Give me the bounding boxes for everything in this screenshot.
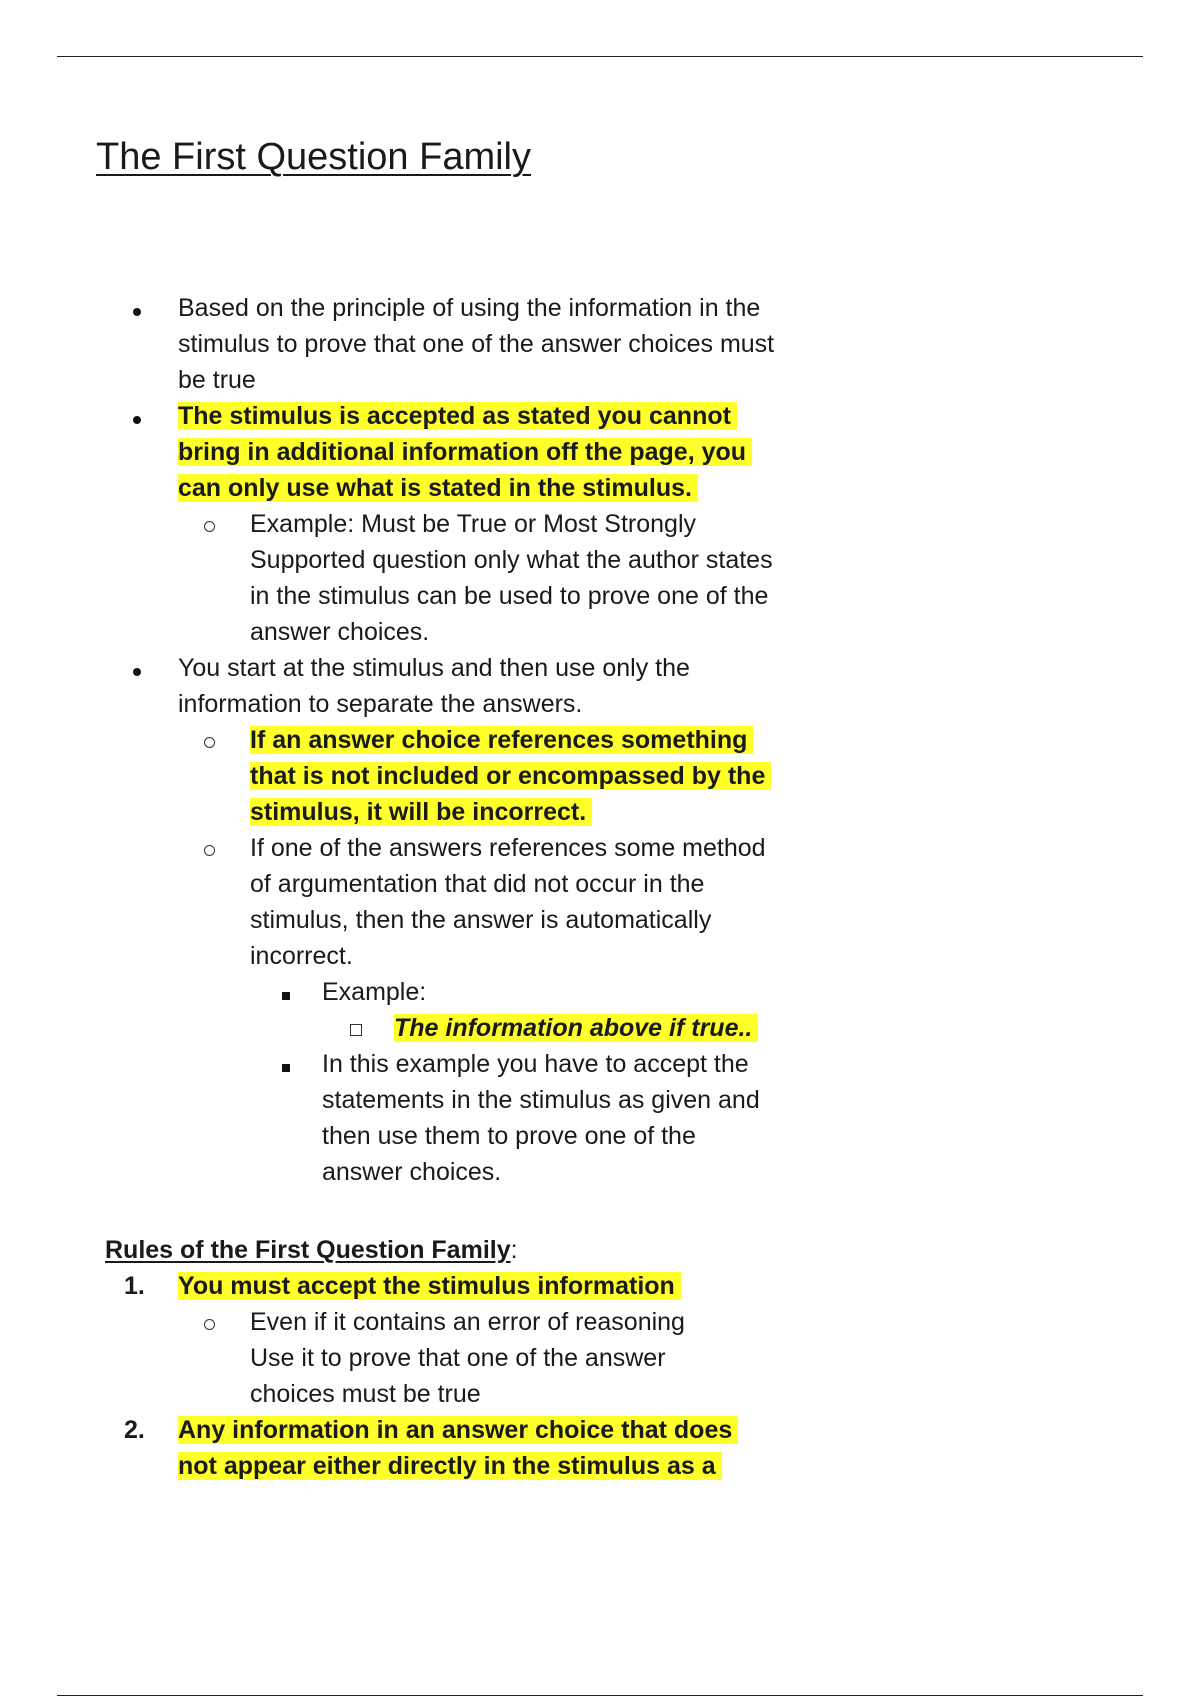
rules-heading: [0, 1232, 1200, 1268]
highlighted-rule-text: You must accept the stimulus information: [178, 1272, 681, 1300]
hollow-circle-bullet-icon: [204, 830, 215, 866]
highlighted-rule-text: Any information in an answer choice that does not appear either directly in the stimulus as a: [178, 1416, 738, 1480]
bottom-rule: [57, 1695, 1143, 1696]
hollow-circle-bullet-icon: [204, 506, 215, 542]
sub-bullet-item: [0, 722, 780, 830]
square-bullet-text: In this example you have to accept the statements in the stimulus as given and then use them to prove one of the answer choices.: [322, 1050, 760, 1186]
highlighted-bullet-text: The stimulus is accepted as stated you cannot bring in additional information off the page, you can only use what is stated in the stimulus.: [178, 402, 752, 502]
hollow-circle-bullet-icon: [204, 1304, 215, 1340]
square-bullet-icon: [282, 974, 290, 1010]
bullet-item: [0, 398, 778, 506]
square-bullet-icon: [282, 1046, 290, 1082]
bullet-item: [0, 650, 778, 722]
sub-bullet-text: If one of the answers references some method of argumentation that did not occur in the stimulus, then the answer is automatically incorrect.: [250, 834, 766, 970]
top-rule: [57, 56, 1143, 57]
bullet-item: [0, 290, 778, 398]
hollow-circle-bullet-icon: [204, 722, 215, 758]
numbered-rule-item: [0, 1412, 778, 1484]
numbered-rule-item: [0, 1268, 778, 1304]
highlighted-example-text: The information above if true..: [394, 1014, 758, 1042]
square-bullet-item: [0, 1046, 782, 1190]
sub-bullet-item: [0, 506, 780, 650]
rule-number: 2.: [124, 1416, 145, 1444]
sub-bullet-text: Example: Must be True or Most Strongly Supported question only what the author states in the stimulus can be used to prove one of the answer choices.: [250, 510, 773, 646]
bullet-dot-icon: [133, 650, 141, 686]
rules-heading-colon: :: [510, 1236, 518, 1264]
highlighted-sub-bullet-text: If an answer choice references something that is not included or encompassed by the stimulus, it will be incorrect.: [250, 726, 771, 826]
sub-bullet-item: [0, 1304, 780, 1412]
document-body: [0, 290, 1200, 1484]
rule-number: 1.: [124, 1272, 145, 1300]
bullet-text: Based on the principle of using the information in the stimulus to prove that one of the answer choices must be true: [178, 294, 775, 394]
bullet-dot-icon: [133, 290, 141, 326]
page-title: The First Question Family: [96, 136, 531, 178]
bullet-dot-icon: [133, 398, 141, 434]
square-bullet-item: [0, 974, 782, 1010]
sub-bullet-text: Even if it contains an error of reasoning Use it to prove that one of the answer choices must be true: [250, 1308, 685, 1408]
sub-bullet-item: [0, 830, 780, 974]
rules-heading-text: Rules of the First Question Family: [105, 1236, 511, 1264]
checkbox-bullet-icon: [350, 1010, 362, 1046]
bullet-text: You start at the stimulus and then use only the information to separate the answers.: [178, 654, 690, 718]
checkbox-bullet-item: [0, 1010, 794, 1046]
square-bullet-text: Example:: [322, 978, 427, 1006]
